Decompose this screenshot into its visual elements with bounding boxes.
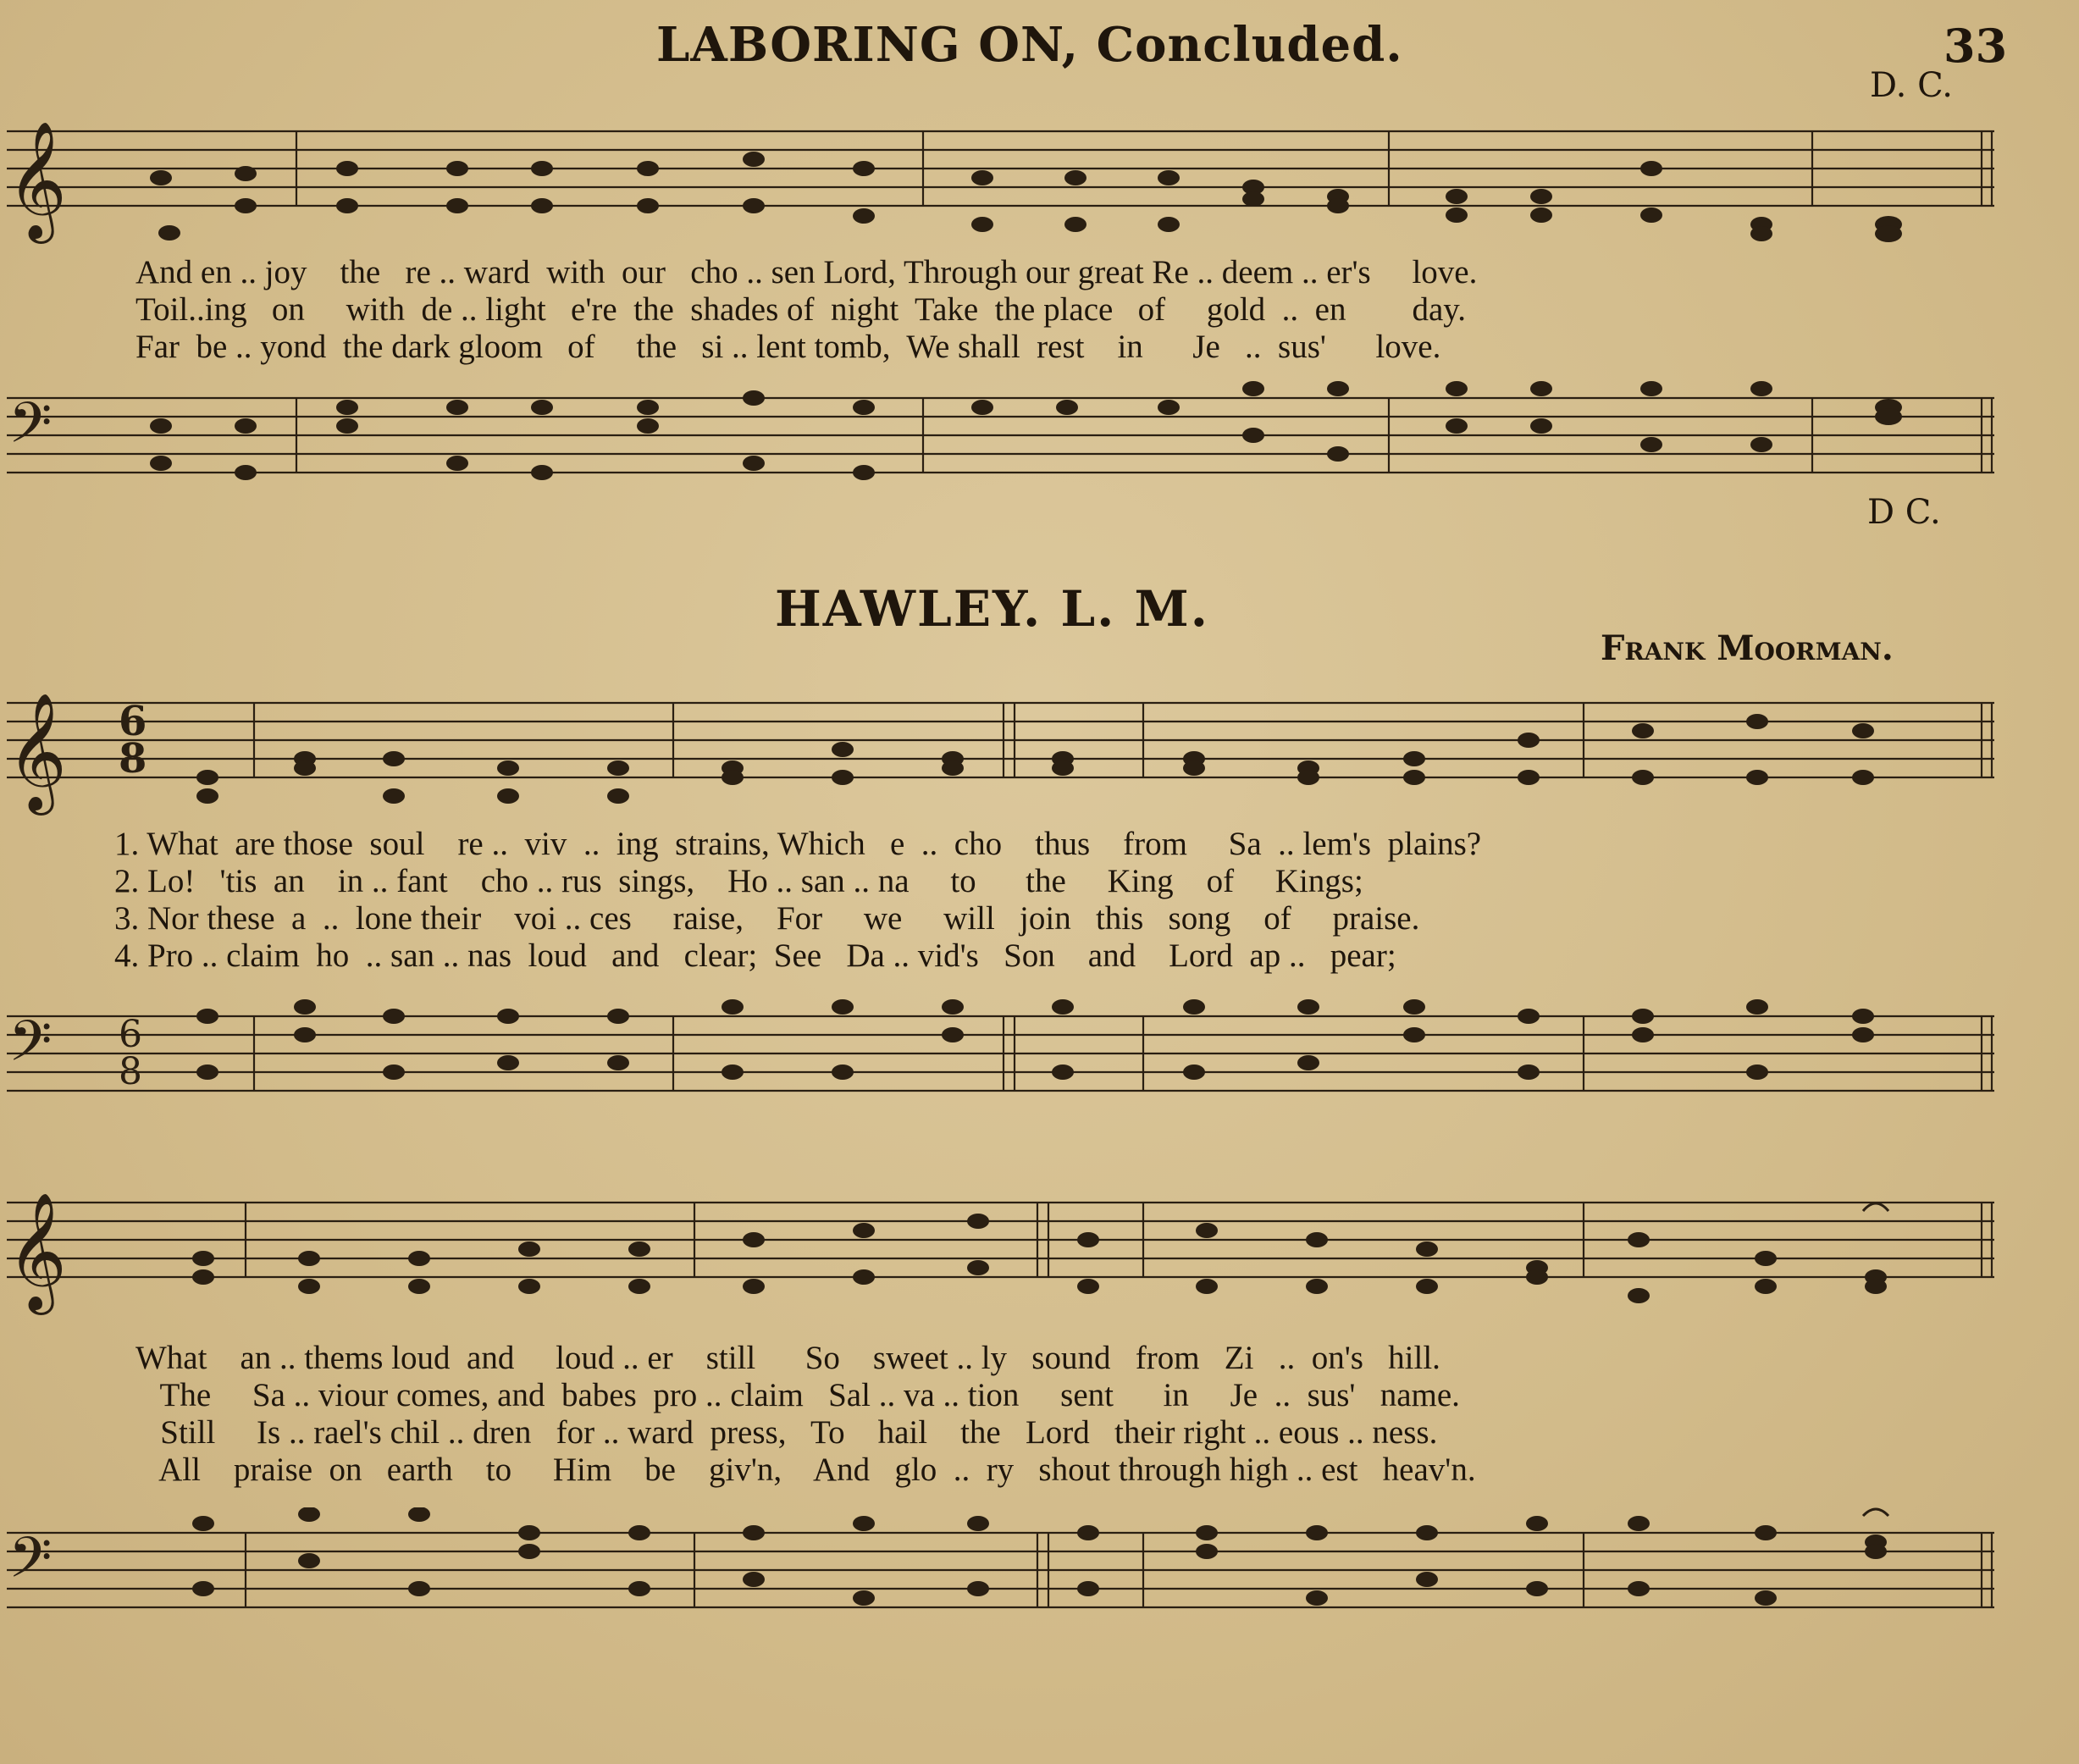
- page-number: 33: [1944, 19, 2008, 73]
- song2-bass-notes-1: [196, 999, 1874, 1080]
- svg-text:6: 6: [119, 698, 147, 745]
- bass-clef-icon: 𝄢: [8, 1525, 53, 1604]
- dc-marker-top: D. C.: [1870, 66, 1953, 105]
- song2-verse-4-line-1: 4. Pro .. claim ho .. san .. nas loud and clear; See Da .. vid's Son and Lord ap .. pear;: [114, 937, 1396, 974]
- song2-verse-1-line-2: What an .. thems loud and loud .. er still So sweet .. ly sound from Zi .. on's hill.: [135, 1340, 1440, 1376]
- treble-clef-icon: 𝄞: [7, 121, 67, 239]
- song2-verse-3-line-2: Still Is .. rael's chil .. dren for .. ward press, To hail the Lord their right .. eous .. ness.: [135, 1414, 1438, 1451]
- treble-clef-icon: 𝄞: [7, 1192, 67, 1310]
- bass-clef-icon: 𝄢: [8, 1009, 53, 1087]
- song2-treble-staff-2: [0, 1177, 2079, 1330]
- song1-lyric-line-1: And en .. joy the re .. ward with our cho .. sen Lord, Through our great Re .. deem .. er's love.: [135, 254, 1478, 290]
- song1-treble-staff: [0, 106, 2079, 250]
- dc-marker-bottom: D C.: [1867, 493, 1941, 532]
- song2-treble-notes-2: [192, 1203, 1888, 1303]
- song2-verse-2-line-2: The Sa .. viour comes, and babes pro .. claim Sal .. va .. tion sent in Je .. sus' name.: [135, 1377, 1460, 1413]
- song2-verse-2-line-1: 2. Lo! 'tis an in .. fant cho .. rus sings, Ho .. san .. na to the King of Kings;: [114, 863, 1363, 899]
- song1-lyric-line-3: Far be .. yond the dark gloom of the si .. lent tomb, We shall rest in Je .. sus' love.: [135, 329, 1441, 365]
- song2-verse-4-line-2: All praise on earth to Him be giv'n, And glo .. ry shout through high .. est heav'n.: [135, 1452, 1476, 1488]
- song2-verse-3-line-1: 3. Nor these a .. lone their voi .. ces raise, For we will join this song of praise.: [114, 900, 1420, 937]
- song2-title: HAWLEY. L. M.: [775, 580, 1209, 638]
- song1-lyric-line-2: Toil..ing on with de .. light e're the shades of night Take the place of gold .. en day.: [135, 291, 1467, 328]
- song2-bass-notes-2: [192, 1507, 1888, 1606]
- song1-treble-notes: [150, 152, 1902, 242]
- composer-credit: Frank Moorman.: [1601, 628, 1894, 668]
- song1-bass-staff: [0, 373, 2079, 500]
- svg-text:6: 6: [119, 1013, 142, 1056]
- song2-bass-staff-2: [0, 1507, 2079, 1634]
- page-header-title: LABORING ON, Concluded.: [656, 17, 1403, 73]
- svg-text:8: 8: [119, 735, 147, 782]
- song1-bass-notes: [150, 381, 1902, 480]
- svg-text:8: 8: [119, 1050, 142, 1093]
- treble-clef-icon: 𝄞: [7, 693, 67, 810]
- song2-verse-1-line-1: 1. What are those soul re .. viv .. ing strains, Which e .. cho thus from Sa .. lem's plains?: [114, 826, 1482, 862]
- bass-clef-icon: 𝄢: [8, 390, 53, 469]
- song2-treble-staff-1: [0, 677, 2079, 821]
- song2-bass-staff-1: [0, 991, 2079, 1118]
